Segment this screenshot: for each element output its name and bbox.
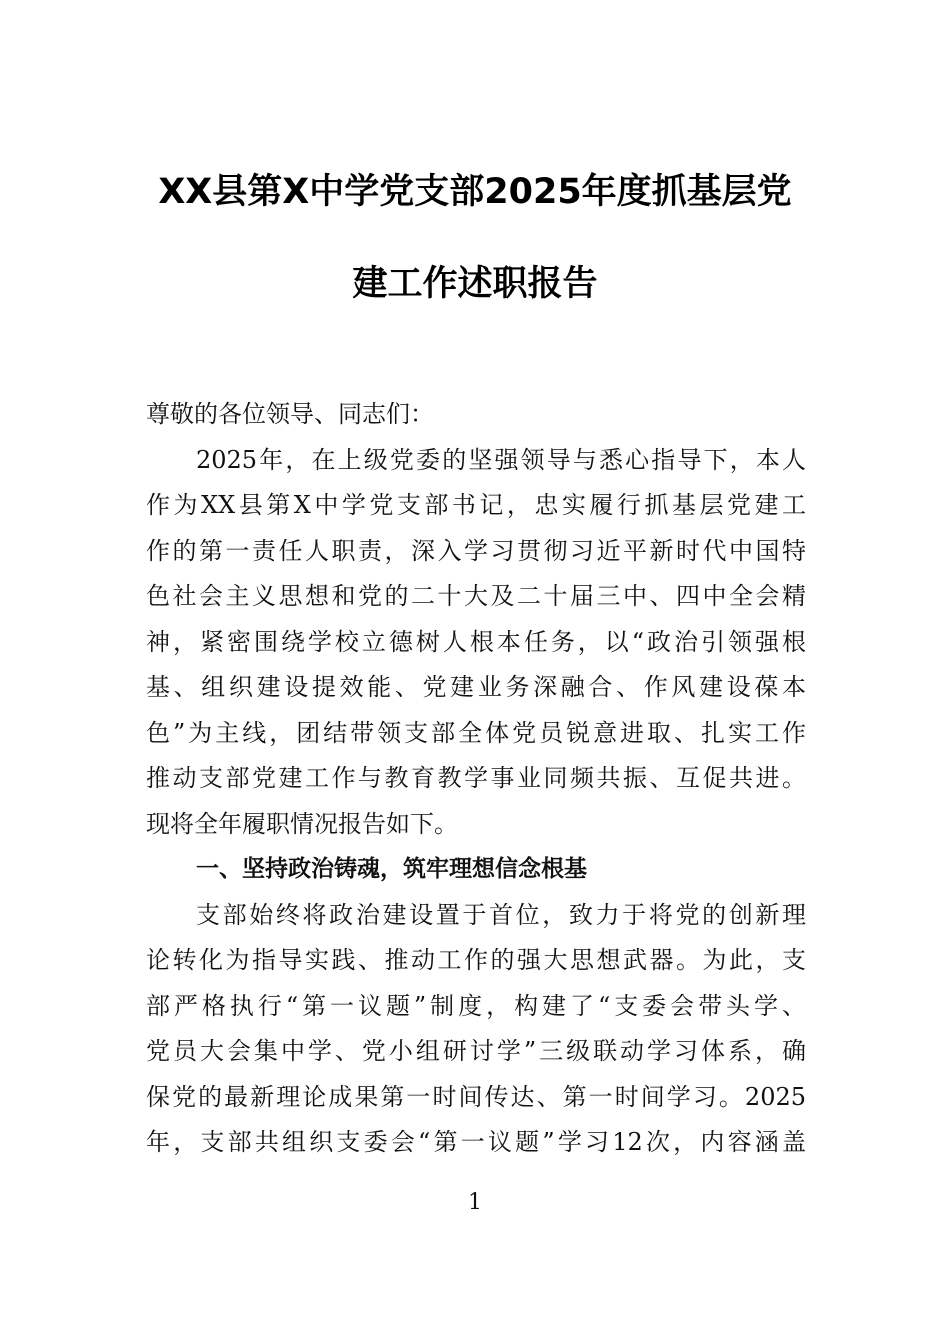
paragraph-1-line: 色”为主线，团结带领支部全体党员锐意进取、扎实工作 [146,718,806,747]
paragraph-2-line: 年，支部共组织支委会“第一议题”学习12次，内容涵盖 [146,1128,806,1156]
paragraph-1-line: 色社会主义思想和党的二十大及二十届三中、四中全会精 [146,582,806,610]
document-body [146,392,806,1166]
salutation: 尊敬的各位领导、同志们： [146,400,434,428]
section-1-heading: 一、坚持政治铸魂，筑牢理想信念根基 [196,856,587,882]
paragraph-2-line: 支部始终将政治建设置于首位，致力于将党的创新理 [196,900,806,929]
paragraph-1-line: 2025年，在上级党委的坚强领导与悉心指导下，本人 [196,445,806,474]
paragraph-2-line: 论转化为指导实践、推动工作的强大思想武器。为此，支 [146,946,806,974]
paragraph-1-line: 现将全年履职情况报告如下。 [146,809,458,838]
document-title-line-2: 建工作述职报告 [352,264,598,304]
paragraph-1-line: 作的第一责任人职责，深入学习贯彻习近平新时代中国特 [146,536,806,565]
paragraph-1-line: 推动支部党建工作与教育教学事业同频共振、互促共进。 [146,764,806,792]
page-number: 1 [468,1190,482,1215]
paragraph-1-line: 神，紧密围绕学校立德树人根本任务，以“政治引领强根 [146,627,806,656]
paragraph-1-line: 作为XX县第X中学党支部书记，忠实履行抓基层党建工 [146,491,806,519]
paragraph-2-line: 保党的最新理论成果第一时间传达、第一时间学习。2025 [146,1082,806,1111]
paragraph-1-line: 基、组织建设提效能、党建业务深融合、作风建设葆本 [146,673,806,701]
paragraph-2-line: 党员大会集中学、党小组研讨学”三级联动学习体系，确 [146,1037,806,1065]
document-title-line-1: XX县第X中学党支部2025年度抓基层党 [158,172,792,212]
paragraph-2-line: 部严格执行“第一议题”制度，构建了“支委会带头学、 [146,991,806,1020]
